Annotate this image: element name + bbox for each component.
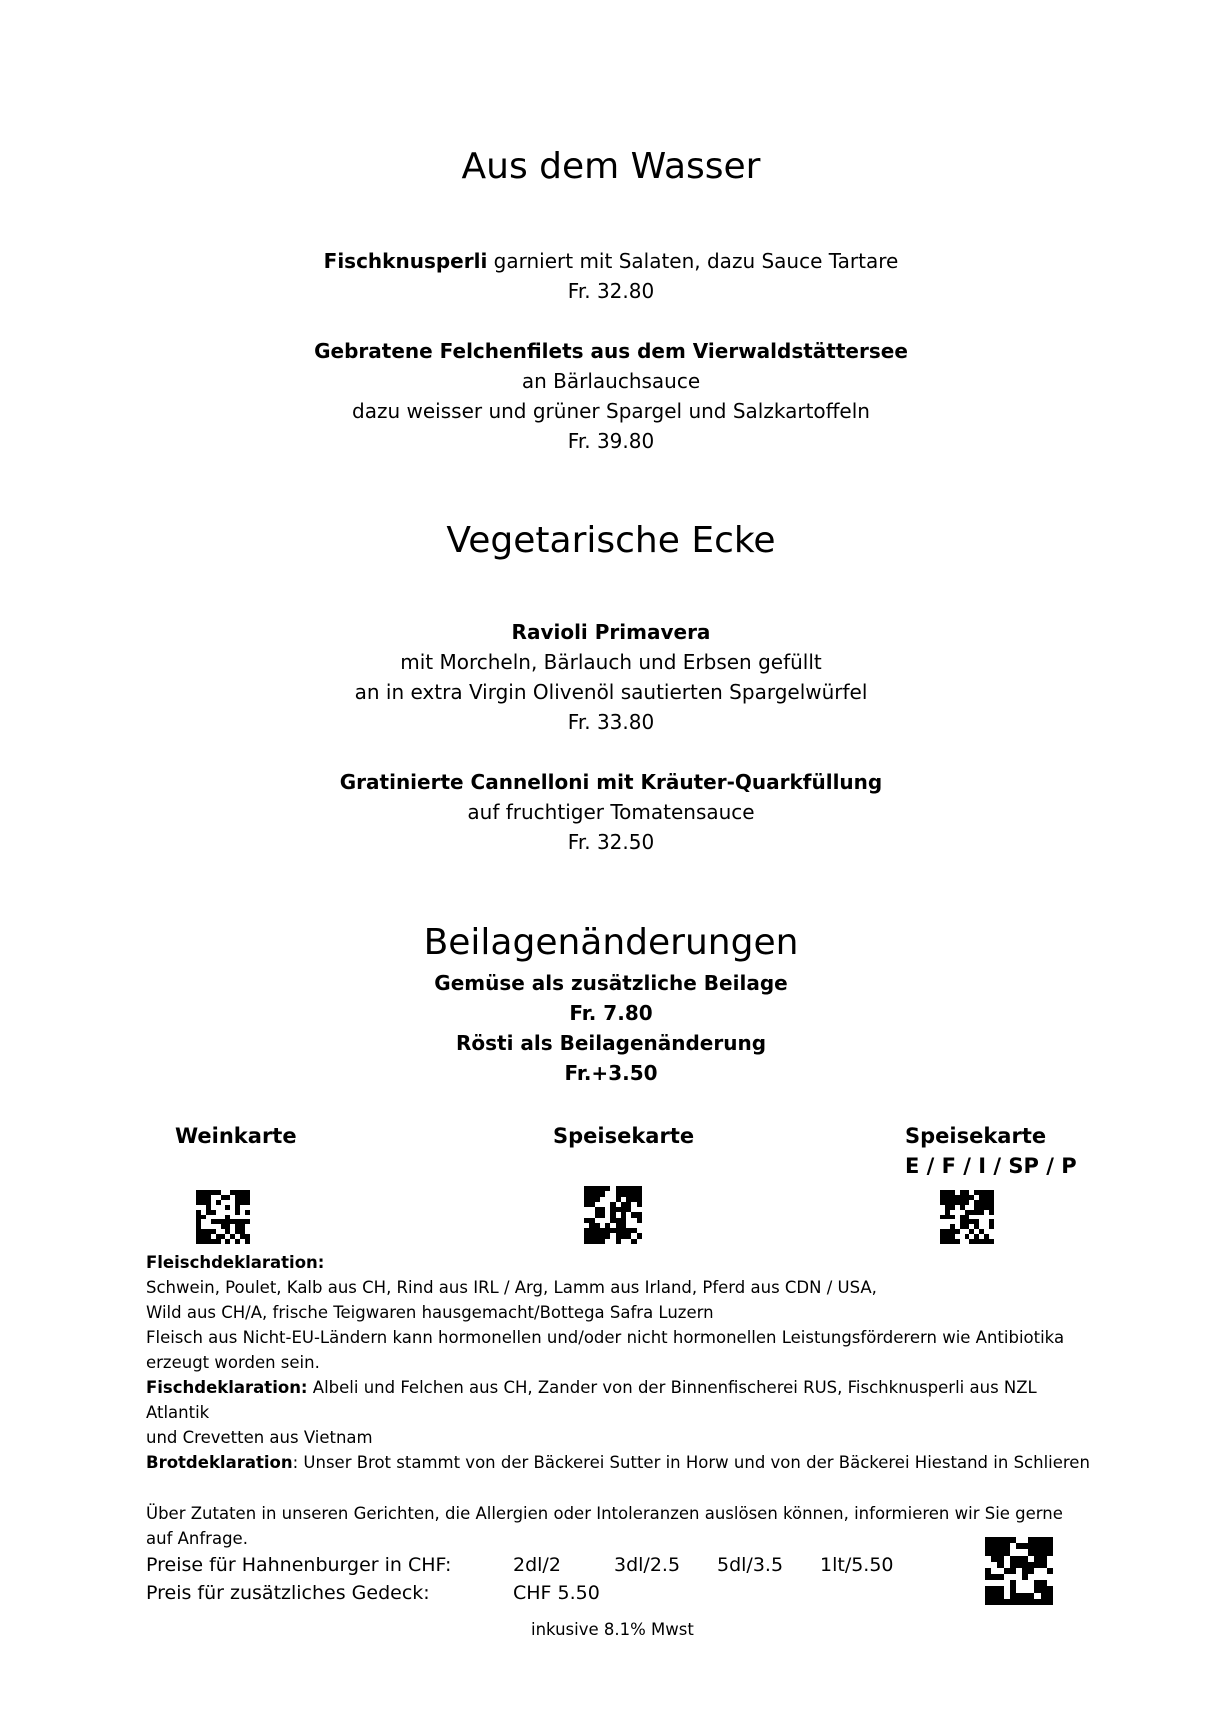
water-price: 2dl/2: [513, 1554, 561, 1576]
section-heading: Aus dem Wasser: [461, 146, 761, 187]
bread-declaration-title: Brotdeklaration: [146, 1453, 293, 1472]
dish-price: Fr. 33.80: [567, 710, 655, 734]
meat-declaration-line: Fleisch aus Nicht-EU-Ländern kann hormonellen und/oder nicht hormonellen Leistungsförderern wie Antibiotika: [146, 1328, 1065, 1347]
water-price: 5dl/3.5: [717, 1554, 784, 1576]
fish-declaration-text: Albeli und Felchen aus CH, Zander von der Binnenfischerei RUS, Fischknusperli aus NZL Atlantik: [146, 1378, 1037, 1422]
qr-label-wine: Weinkarte: [175, 1124, 297, 1148]
dish-description: auf fruchtiger Tomatensauce: [467, 800, 755, 824]
water-price: 3dl/2.5: [614, 1554, 681, 1576]
dish-name: Ravioli Primavera: [511, 620, 711, 644]
menu-item-felchenfilets: [0, 336, 1222, 456]
side-item: Rösti als Beilagenänderung: [455, 1031, 767, 1055]
section-water: [0, 146, 1222, 187]
dish-price: Fr. 39.80: [567, 429, 655, 453]
declarations: [146, 1250, 1096, 1551]
qr-code-icon[interactable]: [196, 1190, 250, 1244]
menu-item-cannelloni: [0, 767, 1222, 857]
dish-description: dazu weisser und grüner Spargel und Salzkartoffeln: [352, 399, 870, 423]
bread-declaration-text: : Unser Brot stammt von der Bäckerei Sutter in Horw und von der Bäckerei Hiestand in Schlieren: [292, 1453, 1090, 1472]
dish-description: an Bärlauchsauce: [521, 369, 701, 393]
cover-price: CHF 5.50: [513, 1582, 600, 1604]
dish-price: Fr. 32.80: [567, 279, 655, 303]
fish-declaration-title: Fischdeklaration:: [146, 1378, 308, 1397]
dish-name: Gratinierte Cannelloni mit Kräuter-Quarkfüllung: [339, 770, 883, 794]
dish-price: Fr. 32.50: [567, 830, 655, 854]
section-heading: Vegetarische Ecke: [446, 520, 776, 561]
side-item: Gemüse als zusätzliche Beilage: [434, 971, 788, 995]
allergy-note: Über Zutaten in unseren Gerichten, die Allergien oder Intoleranzen auslösen können, informieren wir Sie gerne: [146, 1504, 1063, 1523]
dish-description: garniert mit Salaten, dazu Sauce Tartare: [487, 249, 899, 273]
meat-declaration-line: Schwein, Poulet, Kalb aus CH, Rind aus IRL / Arg, Lamm aus Irland, Pferd aus CDN / USA,: [146, 1278, 877, 1297]
qr-label-languages: E / F / I / SP / P: [905, 1154, 1077, 1178]
dish-name: Gebratene Felchenfilets aus dem Vierwaldstättersee: [314, 339, 908, 363]
section-vegetarian: [0, 520, 1222, 561]
water-price-label: Preise für Hahnenburger in CHF:: [146, 1554, 452, 1576]
dish-description: an in extra Virgin Olivenöl sautierten Spargelwürfel: [354, 680, 868, 704]
cover-price-label: Preis für zusätzliches Gedeck:: [146, 1582, 430, 1604]
qr-code-icon[interactable]: [940, 1190, 994, 1244]
section-sides: [0, 922, 1222, 963]
allergy-note: auf Anfrage.: [146, 1529, 248, 1548]
menu-item-fischknusperli: [0, 246, 1222, 306]
fish-declaration-text: und Crevetten aus Vietnam: [146, 1428, 373, 1447]
qr-code-icon[interactable]: [584, 1186, 642, 1244]
vat-note: inkusive 8.1% Mwst: [531, 1620, 694, 1639]
menu-item-ravioli: [0, 617, 1222, 737]
dish-description: mit Morcheln, Bärlauch und Erbsen gefüllt: [400, 650, 822, 674]
section-heading: Beilagenänderungen: [423, 922, 799, 963]
qr-label-menu: Speisekarte: [553, 1124, 695, 1148]
side-price: Fr. 7.80: [569, 1001, 653, 1025]
meat-declaration-line: Wild aus CH/A, frische Teigwaren hausgemacht/Bottega Safra Luzern: [146, 1303, 714, 1322]
qr-label-menu-languages: Speisekarte: [905, 1124, 1047, 1148]
side-price: Fr.+3.50: [564, 1061, 658, 1085]
sides-list: [0, 968, 1222, 1088]
meat-declaration-line: erzeugt worden sein.: [146, 1353, 320, 1372]
water-price: 1lt/5.50: [820, 1554, 894, 1576]
dish-name: Fischknusperli: [323, 249, 488, 273]
meat-declaration-title: Fleischdeklaration:: [146, 1253, 325, 1272]
